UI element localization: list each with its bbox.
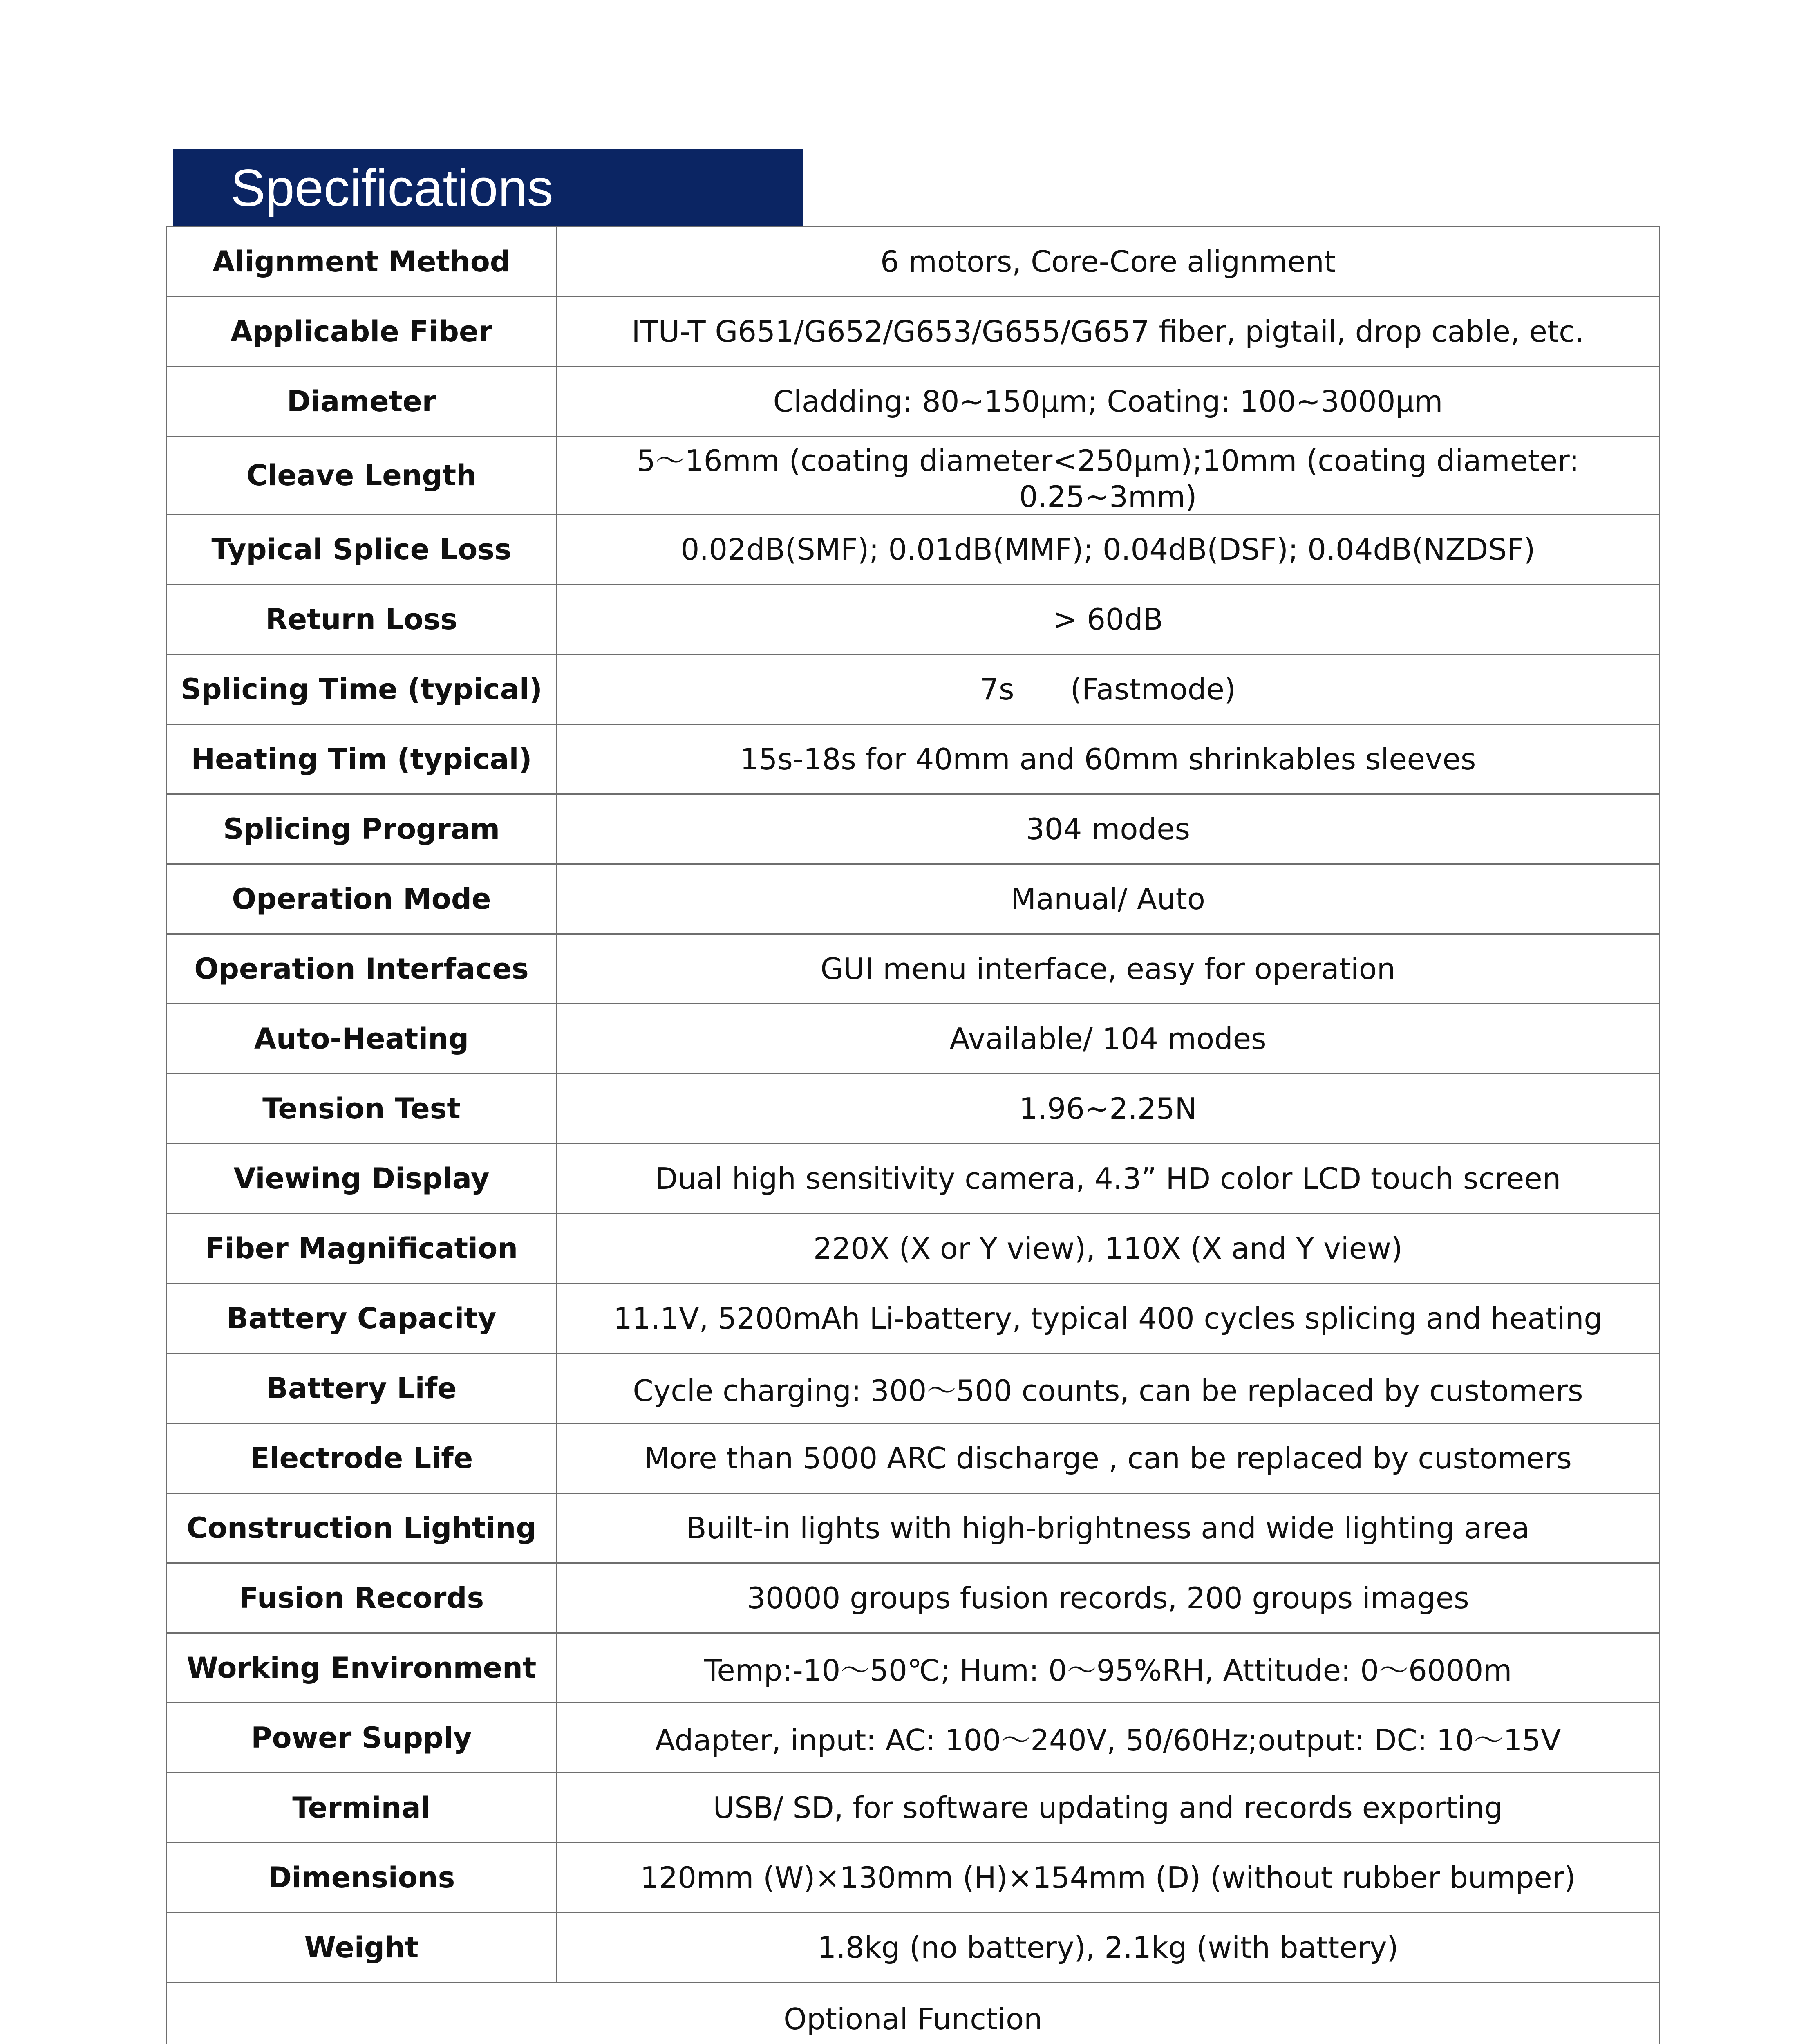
spec-label: Viewing Display — [167, 1144, 557, 1214]
table-row — [167, 1144, 1660, 1214]
spec-label: Splicing Program — [167, 794, 557, 864]
table-row — [167, 1284, 1660, 1354]
spec-label: Tension Test — [167, 1074, 557, 1144]
table-row — [167, 1214, 1660, 1284]
table-row — [167, 1703, 1660, 1773]
spec-value: Manual/ Auto — [557, 864, 1660, 934]
spec-value: 11.1V, 5200mAh Li-battery, typical 400 cycles splicing and heating — [557, 1284, 1660, 1354]
spec-value: 220X (X or Y view), 110X (X and Y view) — [557, 1214, 1660, 1284]
table-row — [167, 1913, 1660, 1983]
table-row — [167, 515, 1660, 585]
spec-value: 1.8kg (no battery), 2.1kg (with battery) — [557, 1913, 1660, 1983]
spec-value: Available/ 104 modes — [557, 1004, 1660, 1074]
spec-value: Adapter, input: AC: 100～240V, 50/60Hz;output: DC: 10～15V — [557, 1703, 1660, 1773]
table-row — [167, 1354, 1660, 1423]
table-row — [167, 585, 1660, 654]
spec-label: Electrode Life — [167, 1423, 557, 1493]
table-row — [167, 724, 1660, 794]
spec-value: 304 modes — [557, 794, 1660, 864]
table-row — [167, 1563, 1660, 1633]
spec-value: > 60dB — [557, 585, 1660, 654]
spec-value: USB/ SD, for software updating and records exporting — [557, 1773, 1660, 1843]
spec-value: ITU-T G651/G652/G653/G655/G657 fiber, pigtail, drop cable, etc. — [557, 297, 1660, 367]
table-row — [167, 934, 1660, 1004]
spec-label: Battery Capacity — [167, 1284, 557, 1354]
spec-label: Auto-Heating — [167, 1004, 557, 1074]
table-row — [167, 1074, 1660, 1144]
spec-value: 6 motors, Core-Core alignment — [557, 227, 1660, 297]
spec-value: 1.96~2.25N — [557, 1074, 1660, 1144]
spec-label: Power Supply — [167, 1703, 557, 1773]
spec-value: 7s (Fastmode) — [557, 654, 1660, 724]
spec-label: Fiber Magnification — [167, 1214, 557, 1284]
spec-value: 120mm (W)×130mm (H)×154mm (D) (without rubber bumper) — [557, 1843, 1660, 1913]
spec-label: Typical Splice Loss — [167, 515, 557, 585]
table-row — [167, 864, 1660, 934]
spec-label: Applicable Fiber — [167, 297, 557, 367]
spec-label: Alignment Method — [167, 227, 557, 297]
table-row — [167, 1004, 1660, 1074]
spec-label: Terminal — [167, 1773, 557, 1843]
table-row — [167, 1773, 1660, 1843]
spec-value: Temp:-10～50℃; Hum: 0～95%RH, Attitude: 0～6000m — [557, 1633, 1660, 1703]
spec-label: Construction Lighting — [167, 1493, 557, 1563]
spec-label: Splicing Time (typical) — [167, 654, 557, 724]
table-row — [167, 654, 1660, 724]
specifications-header — [173, 149, 803, 227]
spec-value: Dual high sensitivity camera, 4.3” HD color LCD touch screen — [557, 1144, 1660, 1214]
spec-label: Weight — [167, 1913, 557, 1983]
spec-label: Working Environment — [167, 1633, 557, 1703]
spec-value: 30000 groups fusion records, 200 groups images — [557, 1563, 1660, 1633]
spec-label: Fusion Records — [167, 1563, 557, 1633]
table-row — [167, 1633, 1660, 1703]
table-row — [167, 297, 1660, 367]
table-row — [167, 1843, 1660, 1913]
spec-value: Built-in lights with high-brightness and wide lighting area — [557, 1493, 1660, 1563]
table-row — [167, 1493, 1660, 1563]
spec-label: Operation Mode — [167, 864, 557, 934]
spec-value: Cycle charging: 300～500 counts, can be replaced by customers — [557, 1354, 1660, 1423]
optional-function-title: Optional Function — [167, 1983, 1660, 2044]
spec-label: Cleave Length — [167, 437, 557, 515]
spec-value: More than 5000 ARC discharge , can be replaced by customers — [557, 1423, 1660, 1493]
spec-label: Battery Life — [167, 1354, 557, 1423]
spec-label: Dimensions — [167, 1843, 557, 1913]
table-row — [167, 437, 1660, 515]
spec-value: 0.02dB(SMF); 0.01dB(MMF); 0.04dB(DSF); 0.04dB(NZDSF) — [557, 515, 1660, 585]
spec-value: Cladding: 80~150μm; Coating: 100~3000μm — [557, 367, 1660, 437]
spec-label: Diameter — [167, 367, 557, 437]
table-row — [167, 1423, 1660, 1493]
page-title: Specifications — [231, 159, 553, 217]
spec-label: Return Loss — [167, 585, 557, 654]
spec-value: GUI menu interface, easy for operation — [557, 934, 1660, 1004]
spec-label: Operation Interfaces — [167, 934, 557, 1004]
spec-value: 15s-18s for 40mm and 60mm shrinkables sleeves — [557, 724, 1660, 794]
table-row — [167, 227, 1660, 297]
spec-label: Heating Tim (typical) — [167, 724, 557, 794]
specifications-table — [166, 226, 1660, 2044]
table-row — [167, 367, 1660, 437]
spec-value: 5～16mm (coating diameter<250μm);10mm (coating diameter: 0.25~3mm) — [557, 437, 1660, 515]
table-row — [167, 794, 1660, 864]
optional-function-row — [167, 1983, 1660, 2044]
